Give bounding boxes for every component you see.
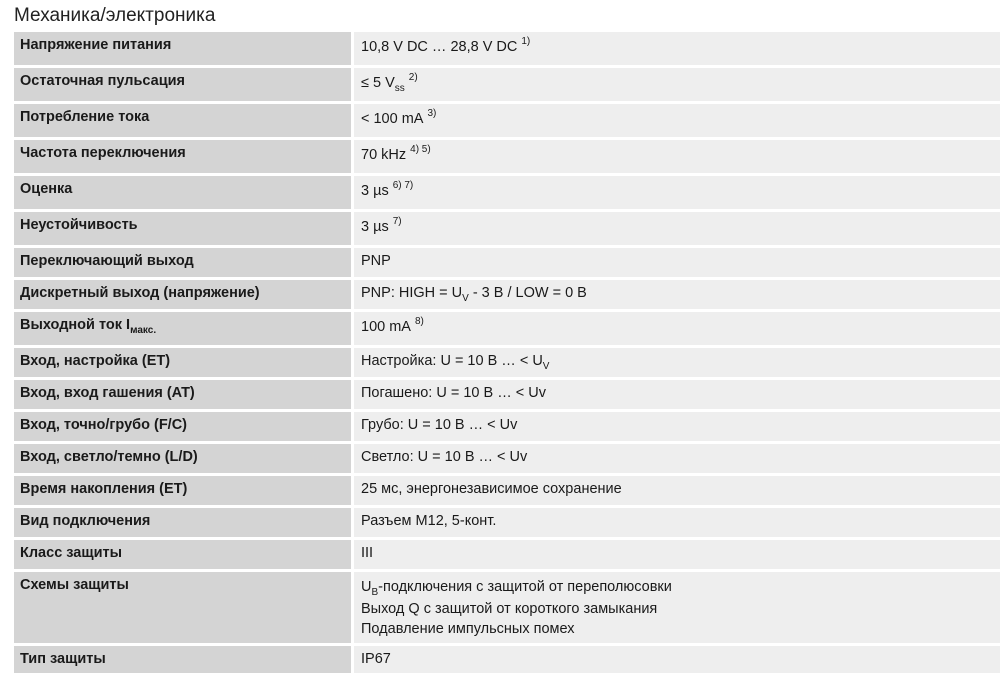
value-text: U xyxy=(361,579,372,595)
row-value xyxy=(354,572,1000,646)
row-label: Вход, настройка (ET) xyxy=(14,348,351,380)
row-label: Вход, вход гашения (AT) xyxy=(14,380,351,412)
footnote-ref: 4) 5) xyxy=(410,144,431,155)
row-value: Светло: U = 10 В … < Uv xyxy=(354,444,1000,476)
row-value xyxy=(354,104,1000,140)
table-row xyxy=(14,540,1000,572)
row-label: Потребление тока xyxy=(14,104,351,140)
spec-table xyxy=(14,32,1000,676)
label-subscript: макс. xyxy=(130,325,157,336)
row-value xyxy=(354,68,1000,104)
table-row xyxy=(14,280,1000,312)
footnote-ref: 3) xyxy=(427,108,437,119)
value-text: - 3 В / LOW = 0 В xyxy=(468,285,587,301)
label-text: Выходной ток I xyxy=(20,317,131,333)
row-label: Схемы защиты xyxy=(14,572,351,646)
row-value xyxy=(354,140,1000,176)
table-row xyxy=(14,140,1000,176)
row-label: Вход, светло/темно (L/D) xyxy=(14,444,351,476)
value-text: 70 kHz xyxy=(361,147,407,163)
value-subscript: V xyxy=(462,293,469,304)
row-value xyxy=(354,312,1000,348)
footnote-ref: 1) xyxy=(521,36,531,47)
row-value: 25 мс, энергонезависимое сохранение xyxy=(354,476,1000,508)
table-row xyxy=(14,646,1000,676)
value-text: 100 mA xyxy=(361,319,411,335)
value-text: 3 µs xyxy=(361,183,389,199)
row-value xyxy=(354,348,1000,380)
table-row xyxy=(14,380,1000,412)
table-row xyxy=(14,572,1000,646)
footnote-ref: 7) xyxy=(392,216,402,227)
value-text: < 100 mA xyxy=(361,111,424,127)
table-row xyxy=(14,212,1000,248)
row-value: III xyxy=(354,540,1000,572)
table-row xyxy=(14,104,1000,140)
value-line: Выход Q с защитой от короткого замыкания xyxy=(361,601,658,617)
table-row xyxy=(14,476,1000,508)
value-text: PNP: HIGH = U xyxy=(361,285,463,301)
value-text: 10,8 V DC … 28,8 V DC xyxy=(361,39,518,55)
row-value xyxy=(354,248,1000,280)
value-text: PNP xyxy=(361,253,391,269)
row-label: Переключающий выход xyxy=(14,248,351,280)
value-subscript: B xyxy=(371,587,379,598)
value-line xyxy=(361,577,1000,599)
row-label: Вид подключения xyxy=(14,508,351,540)
row-label: Класс защиты xyxy=(14,540,351,572)
value-text: Настройка: U = 10 В … < U xyxy=(361,353,543,369)
row-value xyxy=(354,32,1000,68)
row-label: Дискретный выход (напряжение) xyxy=(14,280,351,312)
footnote-ref: 6) 7) xyxy=(392,180,414,191)
value-subscript: ss xyxy=(394,83,405,94)
row-value: Погашено: U = 10 В … < Uv xyxy=(354,380,1000,412)
row-label: Напряжение питания xyxy=(14,32,351,68)
table-row xyxy=(14,348,1000,380)
table-row xyxy=(14,508,1000,540)
table-row xyxy=(14,412,1000,444)
section-title: Механика/электроника xyxy=(14,5,216,26)
footnote-ref: 2) xyxy=(408,72,418,83)
table-row xyxy=(14,312,1000,348)
value-text: 3 µs xyxy=(361,219,389,235)
value-text: -подключения с защитой от переполюсовки xyxy=(378,579,672,595)
row-value: Грубо: U = 10 В … < Uv xyxy=(354,412,1000,444)
row-label xyxy=(14,312,351,348)
table-row xyxy=(14,176,1000,212)
footnote-ref: 8) xyxy=(414,316,424,327)
row-label: Частота переключения xyxy=(14,140,351,176)
row-label: Вход, точно/грубо (F/C) xyxy=(14,412,351,444)
row-value: IP67 xyxy=(354,646,1000,676)
row-label: Оценка xyxy=(14,176,351,212)
value-subscript: V xyxy=(542,361,550,372)
row-value xyxy=(354,176,1000,212)
table-row xyxy=(14,444,1000,476)
table-row xyxy=(14,68,1000,104)
row-label: Остаточная пульсация xyxy=(14,68,351,104)
row-value xyxy=(354,280,1000,312)
row-label: Время накопления (ET) xyxy=(14,476,351,508)
row-value: Разъем M12, 5-конт. xyxy=(354,508,1000,540)
row-value xyxy=(354,212,1000,248)
row-label: Неустойчивость xyxy=(14,212,351,248)
row-label: Тип защиты xyxy=(14,646,351,676)
value-text: ≤ 5 V xyxy=(361,75,395,91)
table-row xyxy=(14,248,1000,280)
table-row xyxy=(14,32,1000,68)
value-line: Подавление импульсных помех xyxy=(361,621,575,637)
